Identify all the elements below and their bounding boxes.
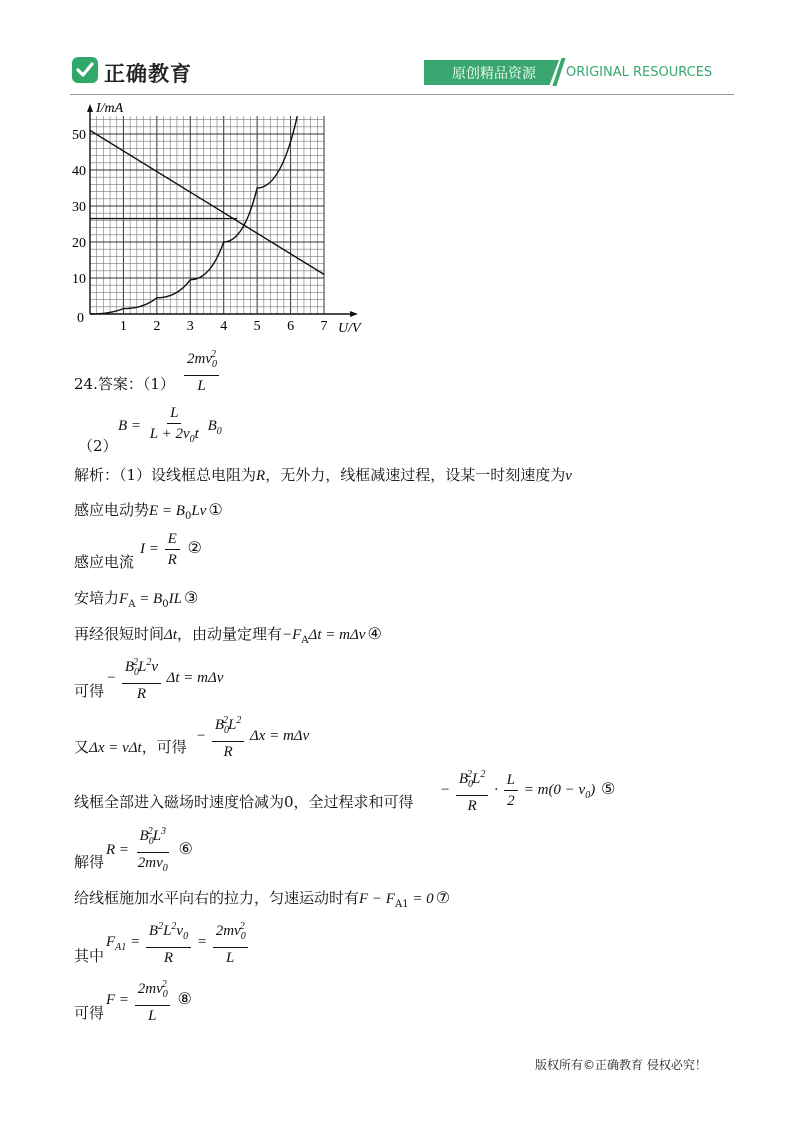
answer-2-formula: B = $\frac{L}{L + 2v_0t}$ $B_0$ <box>118 404 222 449</box>
analysis-line-11-label: 可得 <box>74 1004 105 1022</box>
momentum-label-b: ，由动量定理有 <box>177 625 283 643</box>
x-tick-label: 1 <box>119 319 127 334</box>
line10-fraction: $\frac{B^2L^2v_0}{R}$ <box>146 918 191 967</box>
ribbon-text: 原创精品资源 <box>452 66 536 82</box>
mark-4: ④ <box>367 624 382 643</box>
line6-denominator: R <box>223 744 233 760</box>
line5-fraction: $\frac{B_0^2L^2v}{R}$ <box>122 654 161 703</box>
analysis-intro-v: v <box>565 468 572 484</box>
answer-1-fraction: $\frac{2mv_0^2}{L}$ <box>184 346 219 395</box>
line10-numerator-2: 2mv <box>215 923 241 939</box>
line11-lhs: F = <box>106 991 130 1008</box>
line9-label: 给线框施加水平向右的拉力，匀速运动时有 <box>74 889 360 907</box>
line5-numerator-b: B <box>124 659 135 675</box>
line6-numerator-b: B <box>214 717 225 733</box>
y-tick-label: 30 <box>72 200 86 215</box>
line6-eq: Δx = vΔt <box>89 740 142 756</box>
logo-text: 正确教育 <box>104 62 192 86</box>
y-tick-label: 50 <box>72 128 86 143</box>
analysis-line-6 <box>74 737 187 758</box>
line7-fraction2-denominator: 2 <box>507 793 515 809</box>
y-tick-label: 40 <box>72 164 86 179</box>
origin-label: 0 <box>77 311 84 326</box>
mark-3: ③ <box>183 588 199 607</box>
x-axis-label: U/V <box>338 321 361 336</box>
answer-2-denominator: L + 2v <box>149 426 190 442</box>
mark-2: ② <box>187 537 202 557</box>
x-tick-label: 4 <box>220 319 228 334</box>
logo-check-icon <box>72 57 98 83</box>
line7-fraction: $\frac{B_0^2L^2}{R}$ <box>456 766 489 815</box>
line11-numerator: 2mv <box>137 981 163 997</box>
ampere-eq2: = B <box>135 591 163 607</box>
answer-2-tail: B <box>207 417 217 434</box>
analysis-intro <box>74 465 572 486</box>
line11-fraction: $\frac{2mv_0^2}{L}$ <box>135 976 170 1025</box>
analysis-intro-r: R <box>256 468 266 484</box>
line6-label-a: 又 <box>74 738 90 756</box>
line5-tail: Δt = mΔv <box>166 669 224 686</box>
momentum-label-a: 再经很短时间 <box>74 625 165 643</box>
line8-numerator-b: B <box>139 828 149 844</box>
analysis-line-7-label: 线框全部进入磁场时速度恰减为0，全过程求和可得 <box>74 793 414 811</box>
analysis-line-5-formula: − $\frac{B_0^2L^2v}{R}$ Δt = mΔv <box>106 654 223 703</box>
line5-denominator: R <box>136 686 147 702</box>
answer-1-formula <box>182 346 221 395</box>
answer-2-denominator-t: t <box>194 426 199 442</box>
analysis-line-5-label: 可得 <box>74 682 105 700</box>
line8-numerator-l: L <box>152 828 162 844</box>
emf-eq-tail: Lv <box>191 503 207 519</box>
x-tick-label: 3 <box>186 319 194 334</box>
emf-label: 感应电动势 <box>74 501 150 519</box>
analysis-line-2-formula <box>140 530 202 569</box>
mark-6: ⑥ <box>178 838 193 858</box>
analysis-intro-mid: ，无外力，线框减速过程，设某一时刻速度为 <box>265 466 566 484</box>
line7-fraction-2 <box>504 771 518 810</box>
line8-fraction: $\frac{B_0^2L^3}{2mv_0}$ <box>135 823 171 878</box>
line9-eq: F − F <box>359 891 395 907</box>
line8-denominator: 2mv <box>137 855 163 871</box>
answer-2-label: （2） <box>78 437 118 455</box>
current-numerator: E <box>165 530 180 550</box>
line7-numerator-b: B <box>458 771 469 787</box>
analysis-line-8-formula <box>106 823 193 878</box>
momentum-eq2: Δt = mΔv <box>308 627 366 643</box>
chart-series <box>90 116 324 314</box>
mark-1: ① <box>208 500 223 519</box>
line7-numerator-l: L <box>472 771 481 787</box>
line9-eq2: = 0 <box>408 891 434 907</box>
momentum-dt: Δt <box>164 627 177 643</box>
line7-tail: = m(0 − v <box>523 781 586 798</box>
y-tick-label: 20 <box>72 236 86 251</box>
line10-lhs: F <box>106 933 116 950</box>
answer-2-numerator: L <box>167 404 181 424</box>
current-fraction <box>165 530 180 569</box>
ampere-eq3: IL <box>168 591 182 607</box>
analysis-line-8-label: 解得 <box>74 853 105 871</box>
analysis-line-4: 再经很短时间Δt，由动量定理有$-F_A\Delta t = m\Delta v$ ④ <box>74 624 382 646</box>
analysis-line-2-label: 感应电流 <box>74 553 135 571</box>
analysis-line-11-formula <box>106 976 192 1025</box>
mark-5: ⑤ <box>600 778 616 798</box>
line10-numerator-v: v <box>176 923 184 939</box>
x-tick-label: 6 <box>287 319 295 334</box>
analysis-line-6-formula: − $\frac{B_0^2L^2}{R}$ Δx = mΔv <box>196 712 309 761</box>
answer-line-1 <box>74 374 175 394</box>
emf-eq: E = B <box>149 503 185 519</box>
analysis-line-10-formula: $F_{A1}$ = $\frac{B^2L^2v_0}{R}$ = $\frac{2mv_0^2}{L}$ <box>106 918 250 967</box>
line10-fraction-2: $\frac{2mv_0^2}{L}$ <box>213 918 248 967</box>
y-tick-label: 10 <box>72 272 86 287</box>
line8-lhs: R = <box>106 841 130 858</box>
line11-denominator: L <box>148 1008 157 1024</box>
analysis-intro-text: 解析：（1）设线框总电阻为 <box>74 466 257 484</box>
x-tick-label: 2 <box>153 319 161 334</box>
series-line-1 <box>90 130 324 274</box>
y-axis-label: I/mA <box>96 101 124 116</box>
momentum-eq: −F <box>282 627 302 643</box>
ampere-eq: F <box>119 591 129 607</box>
line6-label-b: ，可得 <box>141 738 187 756</box>
header-divider <box>70 94 734 95</box>
answer-1-numerator: 2mv <box>187 351 212 367</box>
x-tick-label: 5 <box>253 319 261 334</box>
x-axis-arrow <box>350 311 358 317</box>
mark-8: ⑧ <box>177 988 192 1008</box>
line7-fraction2-numerator: L <box>504 771 518 791</box>
answer-2-lhs: B = <box>118 417 142 434</box>
line6-tail: Δx = mΔv <box>249 727 310 744</box>
footer-copyright: 版权所有©正确教育 侵权必究！ <box>535 1058 707 1072</box>
analysis-line-1: 感应电动势$E = B_0Lv$ ① <box>74 500 223 522</box>
line7-denominator: R <box>467 798 477 814</box>
analysis-line-9: 给线框施加水平向右的拉力，匀速运动时有$F - F_{A1} = 0$ ⑦ <box>74 888 451 910</box>
line6-fraction: $\frac{B_0^2L^2}{R}$ <box>212 712 245 761</box>
header-english-text: ORIGINAL RESOURCES <box>566 65 713 80</box>
current-denominator: R <box>167 552 177 568</box>
x-tick-label: 7 <box>320 319 328 334</box>
answer-2-fraction: $\frac{L}{L + 2v_0t}$ <box>149 405 199 445</box>
line7-close: ) <box>590 781 596 798</box>
current-lhs: I = <box>140 540 159 557</box>
line10-denominator-2: L <box>226 950 235 966</box>
line5-numerator-v: v <box>151 659 159 675</box>
y-axis-arrow <box>87 104 93 112</box>
ampere-label: 安培力 <box>74 589 120 607</box>
analysis-line-3: 安培力$F_A = B_0IL$ ③ <box>74 588 199 610</box>
line10-numerator-l: L <box>163 923 172 939</box>
line5-numerator-l: L <box>138 659 147 675</box>
answer-label: 24.答案：（1） <box>74 375 175 393</box>
line10-denominator: R <box>163 950 174 966</box>
analysis-line-10-label: 其中 <box>74 947 105 965</box>
mark-7: ⑦ <box>435 888 451 907</box>
series-line-2 <box>90 116 297 314</box>
analysis-line-7-formula: − $\frac{B_0^2L^2}{R}$ · $\frac{L}{2}$ = $m(0 - v_0)$ ⑤ <box>440 766 615 815</box>
iu-chart <box>72 100 372 340</box>
line10-numerator-b: B <box>148 923 159 939</box>
answer-1-denominator: L <box>197 378 206 394</box>
line6-numerator-l: L <box>228 717 237 733</box>
